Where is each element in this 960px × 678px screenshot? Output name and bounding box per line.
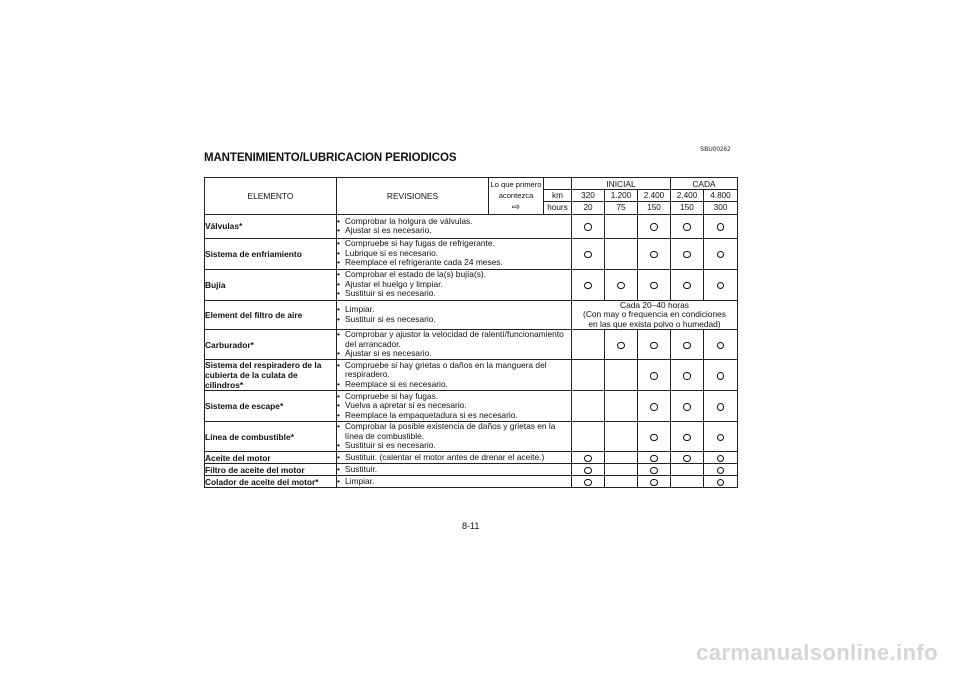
check-circle-icon <box>683 223 691 231</box>
row-revisions <box>337 300 572 330</box>
interval-cell <box>638 452 671 464</box>
row-revisions <box>337 422 572 452</box>
interval-note <box>572 300 738 330</box>
interval-cell <box>572 269 605 300</box>
interval-cell <box>704 391 738 422</box>
arrow-icon: ⇨ <box>489 202 544 215</box>
document-code: SBU00262 <box>700 147 731 153</box>
check-circle-icon <box>650 467 658 475</box>
revision-item: • Ajustar si es necesario. <box>337 349 571 359</box>
interval-note-line: en las que exista polvo o humedad) <box>588 318 721 329</box>
interval-cell <box>671 476 704 488</box>
interval-cell <box>671 269 704 300</box>
table-row <box>205 452 738 464</box>
interval-cell <box>671 452 704 464</box>
check-circle-icon <box>650 342 658 350</box>
revision-item: • Lubrique si es necesario. <box>337 249 571 259</box>
table-row <box>205 214 738 238</box>
interval-cell <box>605 464 638 476</box>
header-first-occurs <box>489 178 544 202</box>
table-row <box>205 476 738 488</box>
interval-note-line: Cada 20–40 horas <box>620 299 689 310</box>
hours-value: 150 <box>638 202 671 215</box>
check-circle-icon <box>650 455 658 463</box>
revision-item: • Comprobar la holgura de válvulas. <box>337 217 571 227</box>
km-value: 2.400 <box>671 190 704 202</box>
revision-item: • Compruebe si hay grietas o daños en la manguera del respiradero. <box>337 361 571 380</box>
table-row <box>205 238 738 269</box>
interval-cell <box>638 464 671 476</box>
table-row <box>205 422 738 452</box>
check-circle-icon <box>717 434 725 442</box>
row-element-name: Aceite del motor <box>205 452 337 464</box>
interval-cell <box>572 391 605 422</box>
interval-cell <box>704 452 738 464</box>
check-circle-icon <box>650 403 658 411</box>
row-revisions <box>337 269 572 300</box>
revision-item: • Sustituir si es necesario. <box>337 441 571 451</box>
revision-item: • Limpiar. <box>337 305 571 315</box>
interval-cell <box>704 330 738 360</box>
interval-cell <box>605 360 638 391</box>
check-circle-icon <box>717 372 725 380</box>
row-element-name: Válvulas* <box>205 214 337 238</box>
row-revisions <box>337 391 572 422</box>
interval-cell <box>638 214 671 238</box>
revision-item: • Ajustar el huelgo y limpiar. <box>337 280 571 290</box>
check-circle-icon <box>683 251 691 259</box>
row-element-name: Colador de aceite del motor* <box>205 476 337 488</box>
interval-cell <box>671 422 704 452</box>
check-circle-icon <box>584 479 592 487</box>
km-value: 4.800 <box>704 190 738 202</box>
check-circle-icon <box>650 282 658 290</box>
hours-value: 300 <box>704 202 738 215</box>
page-title: MANTENIMIENTO/LUBRICACION PERIODICOS <box>204 152 457 164</box>
interval-cell <box>704 464 738 476</box>
revision-item: • Ajustar si es necesario. <box>337 226 571 236</box>
check-circle-icon <box>650 479 658 487</box>
row-element-name: Carburador* <box>205 330 337 360</box>
check-circle-icon <box>650 372 658 380</box>
check-circle-icon <box>717 467 725 475</box>
row-revisions <box>337 360 572 391</box>
table-row <box>205 360 738 391</box>
revision-item: • Limpiar. <box>337 477 571 487</box>
revision-item: • Sustituir. (calentar el motor antes de drenar el aceite.) <box>337 453 571 463</box>
check-circle-icon <box>683 434 691 442</box>
km-label: km <box>544 190 572 202</box>
check-circle-icon <box>683 282 691 290</box>
interval-note-line: (Con may o frequencia en condiciones <box>583 309 726 319</box>
interval-cell <box>605 269 638 300</box>
table-row <box>205 464 738 476</box>
check-circle-icon <box>617 282 625 290</box>
interval-cell <box>572 464 605 476</box>
table-row <box>205 269 738 300</box>
check-circle-icon <box>584 467 592 475</box>
check-circle-icon <box>617 342 625 350</box>
check-circle-icon <box>584 282 592 290</box>
table-row <box>205 391 738 422</box>
interval-cell <box>704 214 738 238</box>
interval-cell <box>638 238 671 269</box>
check-circle-icon <box>717 479 725 487</box>
table-row <box>205 330 738 360</box>
km-value: 1.200 <box>605 190 638 202</box>
interval-cell <box>638 391 671 422</box>
row-revisions <box>337 452 572 464</box>
interval-cell <box>704 422 738 452</box>
interval-cell <box>704 238 738 269</box>
header-cada: CADA <box>671 178 738 190</box>
watermark-text: carmanualsonline.info <box>696 640 938 665</box>
hours-value: 20 <box>572 202 605 215</box>
check-circle-icon <box>650 223 658 231</box>
hours-value: 150 <box>671 202 704 215</box>
row-element-name: Línea de combustible* <box>205 422 337 452</box>
interval-cell <box>605 330 638 360</box>
interval-cell <box>572 214 605 238</box>
row-revisions <box>337 330 572 360</box>
interval-cell <box>671 330 704 360</box>
revision-item: • Compruebe si hay fugas de refrigerante. <box>337 239 571 249</box>
interval-cell <box>671 360 704 391</box>
check-circle-icon <box>584 455 592 463</box>
check-circle-icon <box>650 434 658 442</box>
row-element-name: Sistema de escape* <box>205 391 337 422</box>
revision-item: • Compruebe si hay fugas. <box>337 392 571 402</box>
check-circle-icon <box>650 251 658 259</box>
revision-item: • Comprobar y ajustor la velocidad de ralentí/funcionamiento del arrancador. <box>337 330 571 349</box>
row-revisions <box>337 476 572 488</box>
interval-cell <box>638 360 671 391</box>
row-revisions <box>337 214 572 238</box>
page-number: 8-11 <box>462 521 480 531</box>
header-elemento: ELEMENTO <box>205 178 337 215</box>
interval-cell <box>605 422 638 452</box>
check-circle-icon <box>717 282 725 290</box>
interval-cell <box>638 476 671 488</box>
hours-label: hours <box>544 202 572 215</box>
interval-cell <box>572 360 605 391</box>
interval-cell <box>572 330 605 360</box>
interval-cell <box>638 269 671 300</box>
interval-cell <box>671 238 704 269</box>
interval-cell <box>572 422 605 452</box>
revision-item: • Vuelva a apretar si es necesario. <box>337 401 571 411</box>
row-revisions <box>337 238 572 269</box>
row-element-name: Bujía <box>205 269 337 300</box>
interval-cell <box>572 452 605 464</box>
revision-item: • Reemplace si es necesario. <box>337 380 571 390</box>
row-revisions <box>337 464 572 476</box>
revision-item: • Reemplace el refrigerante cada 24 meses. <box>337 258 571 268</box>
interval-cell <box>605 476 638 488</box>
hours-value: 75 <box>605 202 638 215</box>
first-occurs-label: Lo que primero acontezca <box>490 179 542 200</box>
check-circle-icon <box>683 403 691 411</box>
row-element-name: Element del filtro de aire <box>205 300 337 330</box>
interval-cell <box>671 391 704 422</box>
row-element-name: Sistema de enfriamiento <box>205 238 337 269</box>
table-row <box>205 300 738 330</box>
check-circle-icon <box>717 342 725 350</box>
interval-cell <box>572 238 605 269</box>
interval-cell <box>605 391 638 422</box>
header-revisiones: REVISIONES <box>337 178 489 215</box>
check-circle-icon <box>683 372 691 380</box>
interval-cell <box>704 360 738 391</box>
interval-cell <box>704 476 738 488</box>
row-element-name: Sistema del respiradero de la cubierta de la culata de cilindros* <box>205 360 337 391</box>
check-circle-icon <box>717 251 725 259</box>
check-circle-icon <box>717 455 725 463</box>
check-circle-icon <box>717 223 725 231</box>
interval-cell <box>704 269 738 300</box>
check-circle-icon <box>717 403 725 411</box>
revision-item: • Reemplace la empaquetadura si es necesario. <box>337 411 571 421</box>
interval-cell <box>638 330 671 360</box>
interval-cell <box>605 452 638 464</box>
check-circle-icon <box>683 342 691 350</box>
km-value: 2.400 <box>638 190 671 202</box>
interval-cell <box>671 464 704 476</box>
interval-cell <box>605 214 638 238</box>
check-circle-icon <box>584 223 592 231</box>
revision-item: • Comprobar el estado de la(s) bujía(s). <box>337 270 571 280</box>
header-inicial: INICIAL <box>572 178 671 190</box>
interval-cell <box>671 214 704 238</box>
check-circle-icon <box>584 251 592 259</box>
revision-item: • Sustituir si es necesario. <box>337 315 571 325</box>
header-spacer <box>544 178 572 190</box>
interval-cell <box>638 422 671 452</box>
revision-item: • Comprobar la posible existencia de daños y grietas en la línea de combustible. <box>337 422 571 441</box>
interval-cell <box>605 238 638 269</box>
revision-item: • Sustituir si es necesario. <box>337 289 571 299</box>
interval-cell <box>572 476 605 488</box>
km-value: 320 <box>572 190 605 202</box>
check-circle-icon <box>683 455 691 463</box>
maintenance-table <box>204 177 738 488</box>
row-element-name: Filtro de aceite del motor <box>205 464 337 476</box>
revision-item: • Sustituir. <box>337 465 571 475</box>
